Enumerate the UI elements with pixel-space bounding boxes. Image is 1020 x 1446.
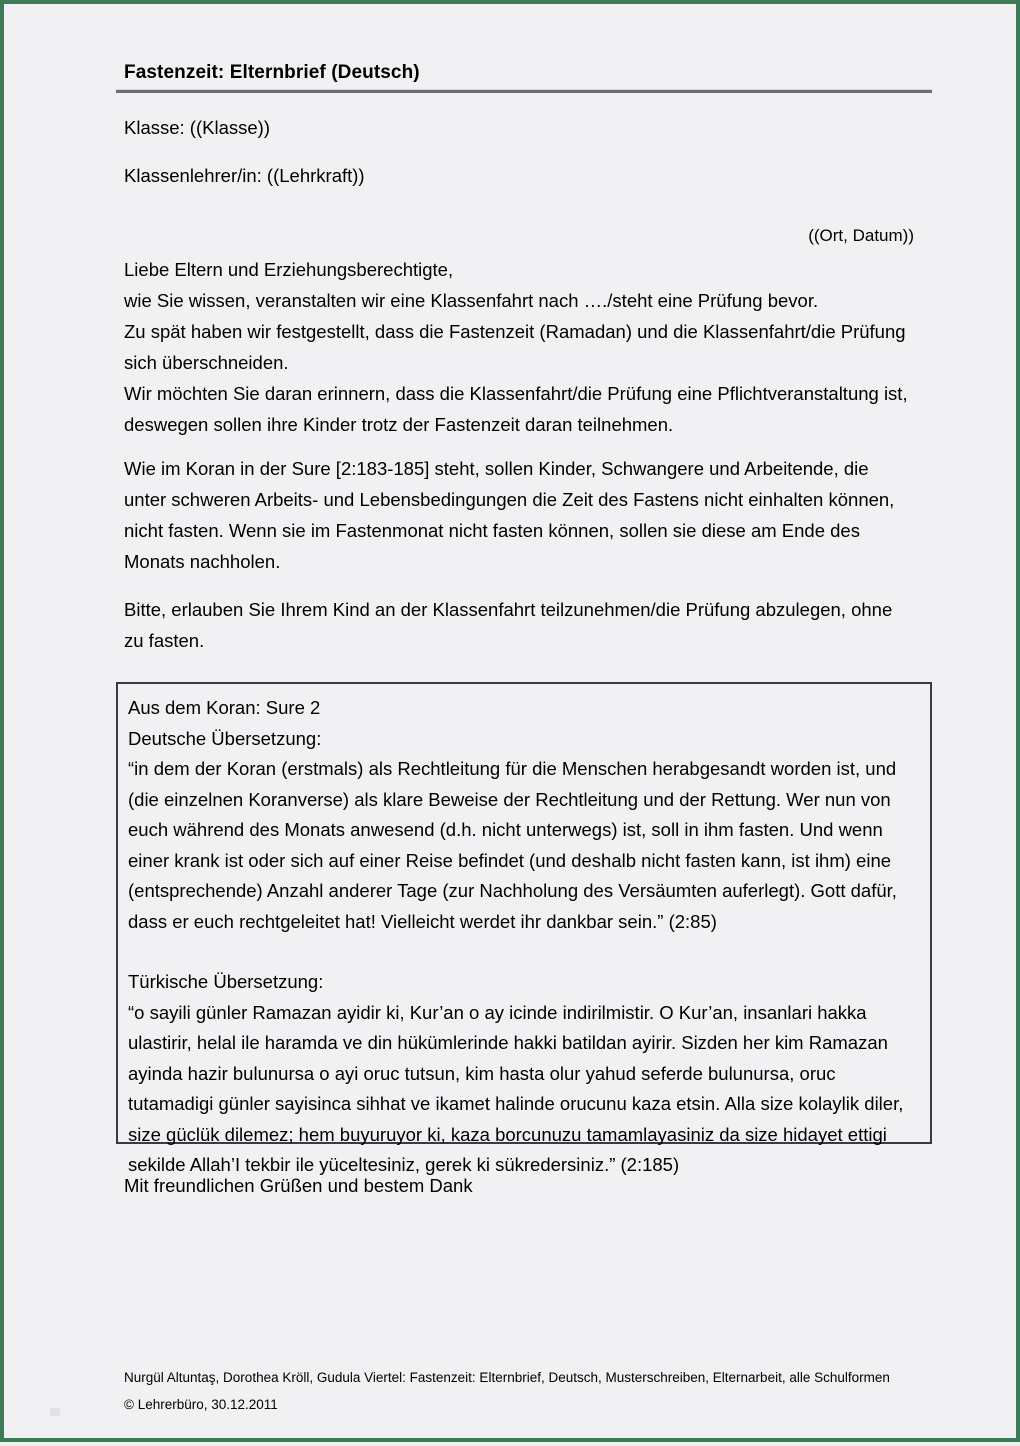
german-translation-line: (die einzelnen Koranverse) als klare Beweise der Rechtleitung und der Rettung. Wer nun von <box>128 788 891 810</box>
footer <box>124 1364 936 1418</box>
salutation: Liebe Eltern und Erziehungsberechtigte, <box>124 259 454 280</box>
closing-line: Mit freundlichen Grüßen und bestem Dank <box>124 1175 473 1196</box>
turkish-translation-line: “o sayili günler Ramazan ayidir ki, Kur’an o ay icinde indirilmistir. O Kur’an, insanlari hakka <box>128 1001 867 1023</box>
field-klasse: Klasse: ((Klasse)) <box>124 117 270 138</box>
turkish-translation-line: ayinda hazir bulunursa o ayi oruc tutsun, kim hasta olur yahud seferde bulunursa, oruc <box>128 1062 836 1084</box>
german-translation-line: (entsprechende) Anzahl anderer Tage (zur Nachholung des Versäumten auferlegt). Gott dafür, <box>128 880 897 901</box>
paragraph-line: Bitte, erlauben Sie Ihrem Kind an der Klassenfahrt teilzunehmen/die Prüfung abzulegen, ohne <box>124 599 893 620</box>
paragraph-two <box>124 453 936 577</box>
turkish-translation-line: sekilde Allah’I tekbir ile yüceltesiniz, gerek ki sükredersiniz.” (2:185) <box>128 1154 680 1175</box>
title-divider <box>116 89 932 93</box>
footer-credits: Nurgül Altuntaş, Dorothea Kröll, Gudula Viertel: Fastenzeit: Elternbrief, Deutsch, Musterschreiben, Elternarbeit, alle Schulformen <box>124 1370 890 1385</box>
field-lehrkraft: Klassenlehrer/in: ((Lehrkraft)) <box>124 165 365 186</box>
paragraph-line: Monats nachholen. <box>124 551 281 572</box>
turkish-translation-label: Türkische Übersetzung: <box>128 971 324 992</box>
german-translation-line: euch während des Monats anwesend (d.h. nicht unterwegs) ist, soll in ihm fasten. Und wenn <box>128 819 883 840</box>
paragraph-line: Wie im Koran in der Sure [2:183-185] steht, sollen Kinder, Schwangere und Arbeitende, die <box>124 458 869 479</box>
footer-copyright: © Lehrerbüro, 30.12.2011 <box>124 1397 278 1412</box>
german-translation-line: “in dem der Koran (erstmals) als Rechtleitung für die Menschen herabgesandt worden ist, und <box>128 758 897 779</box>
turkish-translation-line: ulastirir, helal ile haramda ve din hükümlerinde hakki batildan ayirir. Sizden her kim Ramazan <box>128 1032 888 1053</box>
paragraph-one <box>124 285 936 440</box>
german-translation-line: einer krank ist oder sich auf einer Reise befindet (und deshalb nicht fasten kann, ist ihm) eine <box>128 849 892 871</box>
quote-spacer <box>128 937 920 967</box>
paragraph-three <box>124 594 936 656</box>
paragraph-line: Zu spät haben wir festgestellt, dass die Fastenzeit (Ramadan) und die Klassenfahrt/die Prüfung <box>124 321 906 342</box>
page-title: Fastenzeit: Elternbrief (Deutsch) <box>124 62 420 83</box>
paragraph-line: deswegen sollen ihre Kinder trotz der Fastenzeit daran teilnehmen. <box>124 414 674 435</box>
quran-quote-box <box>116 682 932 1175</box>
paragraph-line: Wir möchten Sie daran erinnern, dass die Klassenfahrt/die Prüfung eine Pflichtveranstaltung ist, <box>124 383 908 404</box>
german-translation-line: dass er euch rechtgeleitet hat! Vielleicht werdet ihr dankbar sein.” (2:85) <box>128 910 717 932</box>
german-translation-label: Deutsche Übersetzung: <box>128 727 322 749</box>
paragraph-line: unter schweren Arbeits- und Lebensbedingungen die Zeit des Fastens nicht einhalten können, <box>124 489 895 510</box>
turkish-translation-line: tutamadigi günler sayisinca sihhat ve ikamet halinde orucunu kaza etsin. Alla size kolaylik diler, <box>128 1093 904 1114</box>
document-sheet <box>116 4 932 1446</box>
quote-box-content <box>118 684 930 1181</box>
page-corner-mark <box>50 1408 60 1416</box>
paragraph-line: zu fasten. <box>124 630 205 651</box>
paragraph-line: wie Sie wissen, veranstalten wir eine Klassenfahrt nach …./steht eine Prüfung bevor. <box>124 290 819 311</box>
turkish-translation-line: size güclük dilemez; hem buyuruyor ki, kaza borcunuzu tamamlayasiniz da size hidayet ettigi <box>128 1123 887 1145</box>
paragraph-line: sich überschneiden. <box>124 352 289 373</box>
paragraph-line: nicht fasten. Wenn sie im Fastenmonat nicht fasten können, sollen sie diese am Ende des <box>124 520 860 541</box>
quote-heading: Aus dem Koran: Sure 2 <box>128 697 321 718</box>
field-ort-datum: ((Ort, Datum)) <box>808 226 914 245</box>
